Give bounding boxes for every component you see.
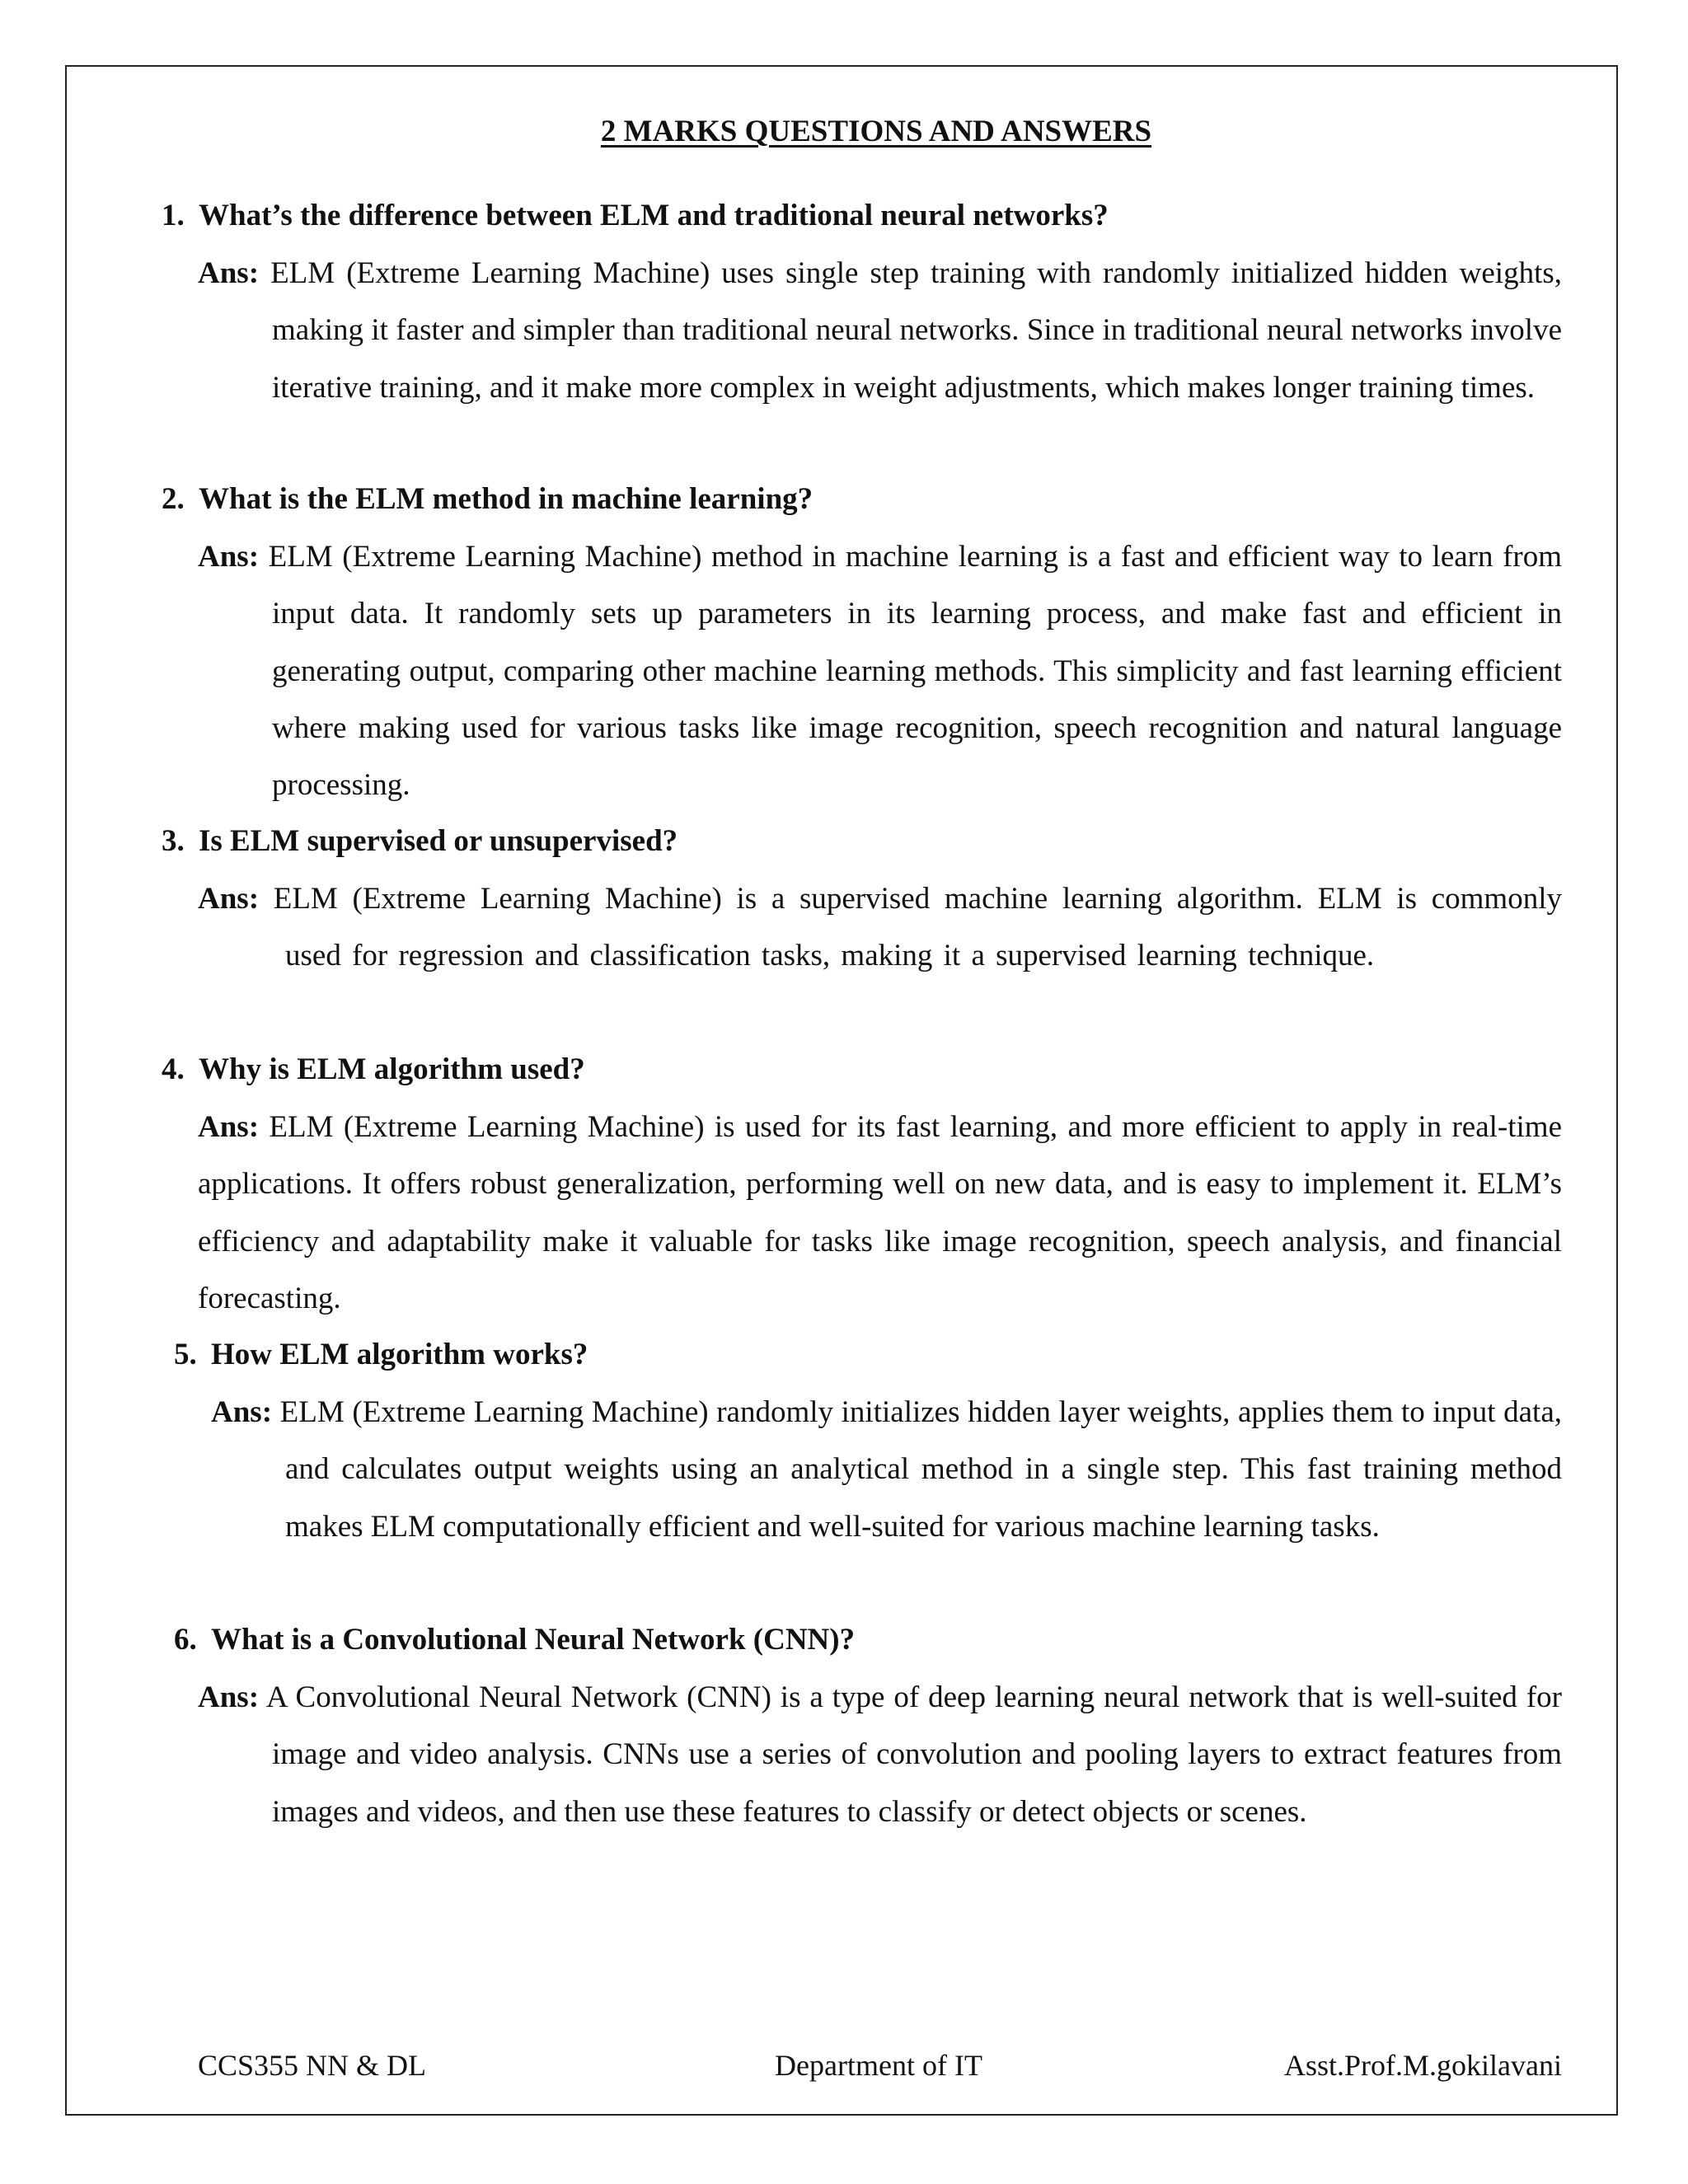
question-number: 3. <box>162 824 185 858</box>
answer-text: ELM (Extreme Learning Machine) randomly initializes hidden layer weights, applies them to input data, and calculates output weights using an analytical method in a single step. This fast training method makes ELM computationally efficient and well-suited for various machine learning tasks. <box>279 1395 1562 1544</box>
ans-label: Ans: <box>198 256 260 290</box>
footer-author: Asst.Prof.M.gokilavani <box>1284 2049 1562 2082</box>
answer-2 <box>198 528 1562 813</box>
question-number: 4. <box>162 1052 185 1086</box>
answer-text: ELM (Extreme Learning Machine) is a supervised machine learning algorithm. ELM is commonly used for regression and classification tasks, making it a supervised learning technique. <box>273 882 1562 973</box>
answer-text: ELM (Extreme Learning Machine) uses single step training with randomly initialized hidden weights, making it faster and simpler than traditional neural networks. Since in traditional neural networks involve iterative training, and it make more complex in weight adjustments, which makes longer training times. <box>270 256 1562 405</box>
ans-label: Ans: <box>198 1680 260 1714</box>
ans-label: Ans: <box>211 1395 273 1429</box>
question-text: What’s the difference between ELM and traditional neural networks? <box>199 199 1109 232</box>
footer-course-code: CCS355 NN & DL <box>198 2049 427 2082</box>
answer-text: ELM (Extreme Learning Machine) is used for its fast learning, and more efficient to apply in real-time applications. It offers robust generalization, performing well on new data, and is easy to implement it. ELM’s efficiency and adaptability make it valuable for tasks like image recognition, speech analysis, and financial forecasting. <box>198 1110 1562 1315</box>
answer-6 <box>198 1669 1562 1840</box>
question-number: 1. <box>162 199 185 232</box>
answer-5 <box>211 1384 1562 1555</box>
question-number: 6. <box>174 1623 197 1657</box>
question-text: Why is ELM algorithm used? <box>199 1052 585 1086</box>
footer-department: Department of IT <box>775 2049 982 2082</box>
answer-text: A Convolutional Neural Network (CNN) is a type of deep learning neural network that is well-suited for image and video analysis. CNNs use a series of convolution and pooling layers to extract features from images and videos, and then use these features to classify or detect objects or scenes. <box>265 1680 1562 1829</box>
question-text: What is a Convolutional Neural Network (CNN)? <box>211 1623 856 1657</box>
question-text: How ELM algorithm works? <box>211 1338 588 1371</box>
answer-3 <box>198 870 1562 985</box>
page-title: 2 MARKS QUESTIONS AND ANSWERS <box>600 115 1152 148</box>
answer-4 <box>198 1099 1562 1327</box>
question-number: 5. <box>174 1338 197 1371</box>
ans-label: Ans: <box>198 540 260 574</box>
question-text: Is ELM supervised or unsupervised? <box>199 824 678 858</box>
ans-label: Ans: <box>198 882 260 916</box>
question-text: What is the ELM method in machine learning? <box>199 482 814 516</box>
answer-text: ELM (Extreme Learning Machine) method in machine learning is a fast and efficient way to learn from input data. It randomly sets up parameters in its learning process, and make fast and efficient in generating output, comparing other machine learning methods. This simplicity and fast learning efficient where making used for various tasks like image recognition, speech recognition and natural language processing. <box>268 540 1562 803</box>
question-number: 2. <box>162 482 185 516</box>
answer-1 <box>198 245 1562 416</box>
ans-label: Ans: <box>198 1110 260 1144</box>
